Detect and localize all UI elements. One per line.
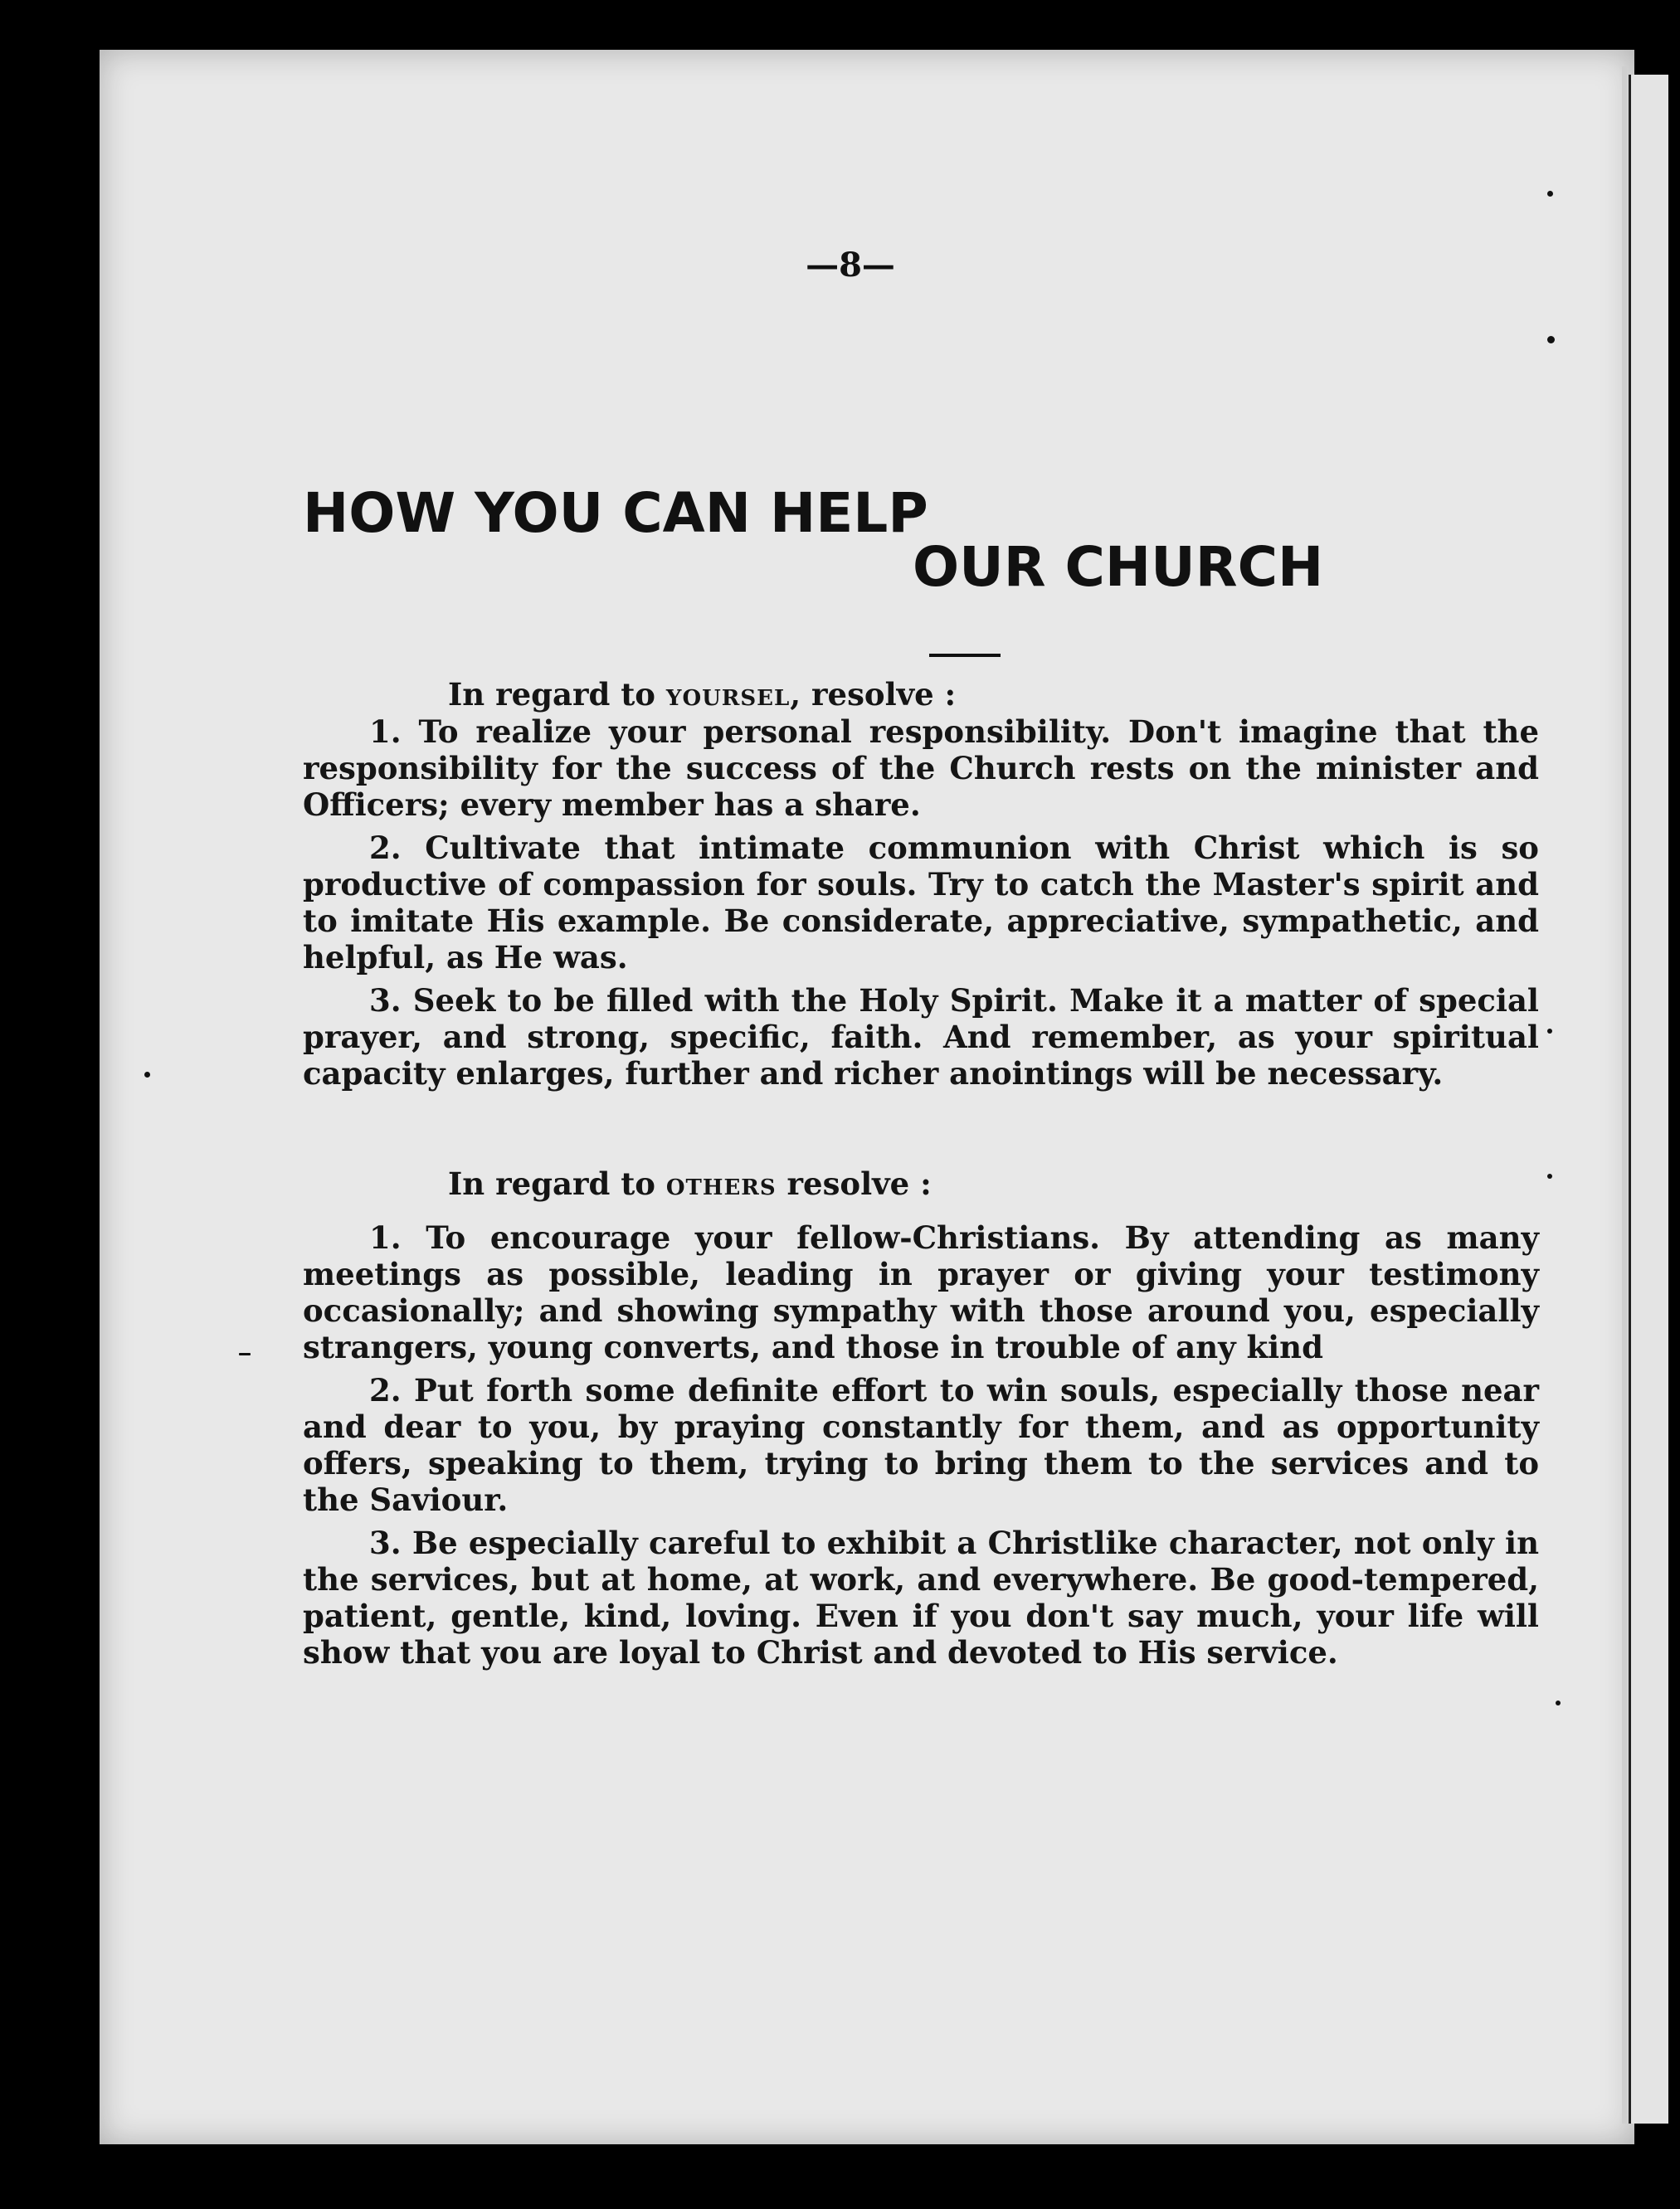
section-heading-yourself	[448, 676, 956, 713]
section-heading-others	[448, 1165, 932, 1202]
section-heading-prefix: In regard to	[448, 1165, 655, 1202]
scan-speck	[1547, 1174, 1552, 1179]
section-heading-prefix: In regard to	[448, 676, 655, 713]
title-divider	[929, 654, 1001, 657]
paragraph-item: 3. Be especially careful to exhibit a Christlike character, not only in the services, but at home, at work, and everywhere. Be good-tempered, patient, gentle, kind, loving. Even if you don't say much, your life will show that you are loyal to Christ and devoted to His service.	[303, 1525, 1539, 1671]
adjacent-page-edge	[1629, 75, 1668, 2124]
page-number: —8—	[806, 246, 895, 285]
scan-speck	[144, 1072, 150, 1078]
title-line-2: OUR CHURCH	[913, 535, 1324, 599]
scan-speck	[239, 1353, 251, 1355]
scan-speck	[1556, 1701, 1561, 1705]
scan-speck	[1547, 191, 1553, 197]
page-spine-edge	[1622, 66, 1627, 2124]
section-heading-keyword: yoursel	[665, 676, 791, 713]
booklet-page	[100, 50, 1634, 2144]
section-heading-keyword: others	[665, 1165, 777, 1202]
scan-speck	[1547, 1029, 1552, 1034]
paragraph-item: 2. Cultivate that intimate communion with Christ which is so productive of compassion for souls. Try to catch the Master's spirit and to imitate His example. Be considerate, appreciative, sympathetic, and helpful, as He was.	[303, 830, 1539, 976]
scan-speck	[1547, 336, 1555, 343]
section-heading-suffix: , resolve :	[790, 676, 957, 713]
paragraph-item: 1. To realize your personal responsibility. Don't imagine that the responsibility for the success of the Church rests on the minister and Officers; every member has a share.	[303, 713, 1539, 823]
paragraph-item: 3. Seek to be filled with the Holy Spirit. Make it a matter of special prayer, and strong, specific, faith. And remember, as your spiritual capacity enlarges, further and richer anointings will be necessary.	[303, 982, 1539, 1092]
paragraph-item: 1. To encourage your fellow-Christians. By attending as many meetings as possible, leading in prayer or giving your testimony occasionally; and showing sympathy with those around you, especially strangers, young converts, and those in trouble of any kind	[303, 1219, 1539, 1365]
section-heading-suffix: resolve :	[786, 1165, 932, 1202]
section-others-list	[303, 1219, 1539, 1671]
title-line-1: HOW YOU CAN HELP	[303, 481, 928, 545]
section-yourself-list	[303, 713, 1539, 1092]
paragraph-item: 2. Put forth some definite effort to win souls, especially those near and dear to you, by praying constantly for them, and as opportunity offers, speaking to them, trying to bring them to the services and to the Saviour.	[303, 1372, 1539, 1518]
